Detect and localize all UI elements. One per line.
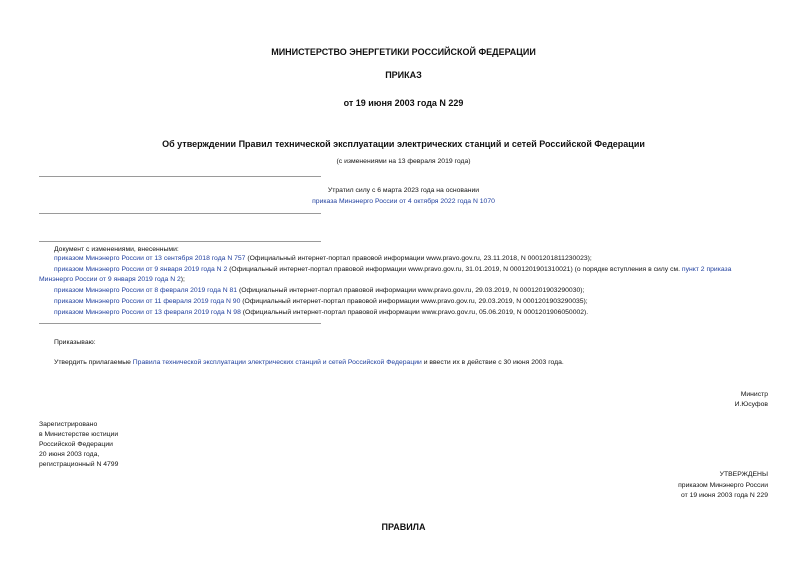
amendment-item-cont: Минэнерго России от 9 января 2019 года N 2); xyxy=(39,276,185,283)
amendment-link[interactable]: приказом Минэнерго России от 11 февраля 2019 года N 90 xyxy=(54,298,241,305)
amendment-item: приказом Минэнерго России от 8 февраля 2019 года N 81 (Официальный интернет-портал правовой информации www.pravo.gov.ru, 29.03.2019, N 0001201903290030); xyxy=(54,287,585,294)
rules-link[interactable]: Правила технической эксплуатации электрических станций и сетей Российской Федерации xyxy=(132,359,422,366)
amendment-point-link[interactable]: пункт 2 приказа xyxy=(681,266,732,273)
rules-heading: ПРАВИЛА xyxy=(381,522,426,532)
approved-line: УТВЕРЖДЕНЫ xyxy=(719,471,768,478)
amendments-intro: Документ с изменениями, внесенными: xyxy=(54,246,179,253)
amendment-item: приказом Минэнерго России от 9 января 2019 года N 2 (Официальный интернет-портал правовой информации www.pravo.gov.ru, 31.01.2019, N 0001201901310021) (о порядке вступления в силу см. пункт 2 приказа xyxy=(54,266,732,273)
order-text: Утвердить прилагаемые Правила технической эксплуатации электрических станций и сетей Российской Федерации и ввести их в действие с 30 июня 2003 года. xyxy=(54,359,564,366)
amendment-item: приказом Минэнерго России от 11 февраля 2019 года N 90 (Официальный интернет-портал правовой информации www.pravo.gov.ru, 29.03.2019, N 0001201903290035); xyxy=(54,298,588,305)
divider xyxy=(39,323,321,324)
divider xyxy=(39,176,321,177)
registration-line: Российской Федерации xyxy=(39,441,113,448)
amendment-link[interactable]: приказом Минэнерго России от 13 сентября 2018 года N 757 xyxy=(54,255,246,262)
registration-line: 20 июня 2003 года, xyxy=(39,451,100,458)
approved-line: приказом Минэнерго России xyxy=(678,482,768,489)
registration-line: Зарегистрировано xyxy=(39,421,98,428)
order-prikazyvayu: Приказываю: xyxy=(54,339,96,346)
ministry-heading: МИНИСТЕРСТВО ЭНЕРГЕТИКИ РОССИЙСКОЙ ФЕДЕРАЦИИ xyxy=(271,47,536,57)
amendment-link[interactable]: приказом Минэнерго России от 9 января 2019 года N 2 xyxy=(54,266,228,273)
amendment-point-link-cont[interactable]: Минэнерго России от 9 января 2019 года N 2 xyxy=(39,276,181,283)
divider xyxy=(39,241,321,242)
approved-line: от 19 июня 2003 года N 229 xyxy=(680,492,768,499)
amendment-item: приказом Минэнерго России от 13 февраля 2019 года N 98 (Официальный интернет-портал правовой информации www.pravo.gov.ru, 05.06.2019, N 0001201906050002). xyxy=(54,309,589,316)
doc-date-number: от 19 июня 2003 года N 229 xyxy=(343,98,464,108)
registration-line: в Министерстве юстиции xyxy=(39,431,119,438)
status-line: Утратил силу с 6 марта 2023 года на основании xyxy=(327,187,480,194)
changes-note: (с изменениями на 13 февраля 2019 года) xyxy=(336,158,471,165)
amendment-link[interactable]: приказом Минэнерго России от 8 февраля 2019 года N 81 xyxy=(54,287,238,294)
amendment-item: приказом Минэнерго России от 13 сентября 2018 года N 757 (Официальный интернет-портал правовой информации www.pravo.gov.ru, 23.11.2018, N 0001201811230023); xyxy=(54,255,592,262)
doc-type: ПРИКАЗ xyxy=(385,70,422,80)
registration-line: регистрационный N 4799 xyxy=(39,461,119,468)
divider xyxy=(39,213,321,214)
status-link[interactable]: приказа Минэнерго России от 4 октября 2022 года N 1070 xyxy=(312,198,495,205)
doc-title: Об утверждении Правил технической эксплуатации электрических станций и сетей Российской Федерации xyxy=(162,139,645,149)
amendment-link[interactable]: приказом Минэнерго России от 13 февраля 2019 года N 98 xyxy=(54,309,241,316)
signature-name: И.Юсуфов xyxy=(734,401,768,408)
signature-position: Министр xyxy=(740,391,768,398)
